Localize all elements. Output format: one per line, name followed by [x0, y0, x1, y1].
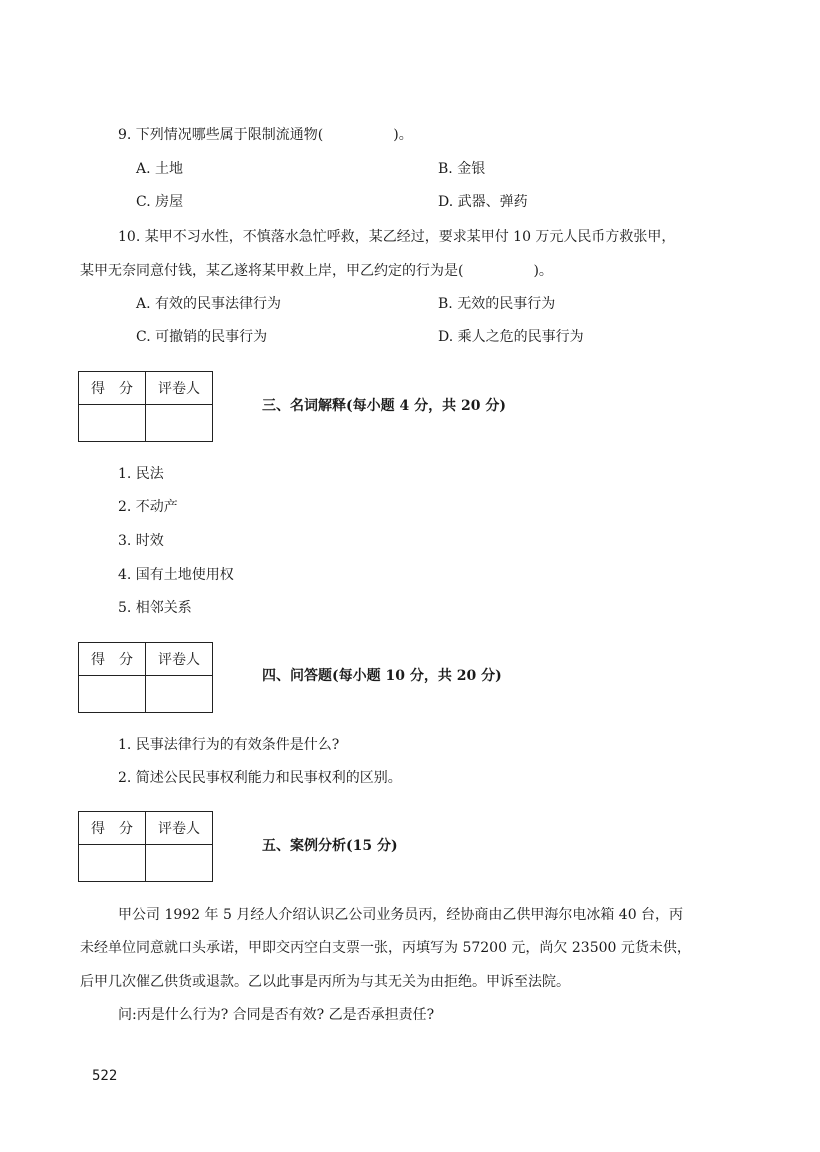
case-paragraph-line3: 后甲几次催乙供货或退款。乙以此事是丙所为与其无关为由拒绝。甲诉至法院。 — [80, 974, 570, 990]
q10-option-b: B. 无效的民事行为 — [438, 296, 556, 312]
q9-option-c: C. 房屋 — [136, 194, 184, 210]
score-label: 得 分 — [79, 643, 146, 676]
case-paragraph-line1: 甲公司 1992 年 5 月经人介绍认识乙公司业务员丙，经协商由乙供甲海尔电冰箱 40 台，丙 — [118, 907, 684, 923]
q9-stem: 9. 下列情况哪些属于限制流通物( )。 — [118, 127, 413, 143]
section4-item: 1. 民事法律行为的有效条件是什么? — [118, 737, 340, 753]
grader-cell[interactable] — [146, 845, 213, 882]
section4-item: 2. 简述公民民事权利能力和民事权利的区别。 — [118, 770, 402, 786]
grader-label: 评卷人 — [146, 372, 213, 405]
case-question: 问:丙是什么行为? 合同是否有效? 乙是否承担责任? — [118, 1007, 435, 1023]
grader-label: 评卷人 — [146, 643, 213, 676]
score-cell[interactable] — [79, 845, 146, 882]
q10-option-a: A. 有效的民事法律行为 — [136, 296, 282, 312]
grader-cell[interactable] — [146, 405, 213, 442]
q9-option-d: D. 武器、弹药 — [438, 194, 528, 210]
score-label: 得 分 — [79, 372, 146, 405]
score-box-section5 — [78, 811, 213, 882]
section3-title: 三、名词解释(每小题 4 分，共 20 分) — [262, 398, 506, 414]
page-number: 522 — [92, 1068, 118, 1084]
score-box-section4 — [78, 642, 213, 713]
section4-title: 四、问答题(每小题 10 分，共 20 分) — [262, 668, 502, 684]
section5-title: 五、案例分析(15 分) — [262, 838, 398, 854]
section3-item: 2. 不动产 — [118, 499, 178, 515]
section3-item: 4. 国有土地使用权 — [118, 567, 234, 583]
score-label: 得 分 — [79, 812, 146, 845]
grader-cell[interactable] — [146, 676, 213, 713]
q10-stem-line2: 某甲无奈同意付钱，某乙遂将某甲救上岸，甲乙约定的行为是( )。 — [80, 263, 553, 279]
score-cell[interactable] — [79, 676, 146, 713]
score-box-section3 — [78, 371, 213, 442]
q10-option-d: D. 乘人之危的民事行为 — [438, 329, 584, 345]
score-cell[interactable] — [79, 405, 146, 442]
section3-item: 5. 相邻关系 — [118, 600, 192, 616]
q9-option-a: A. 土地 — [136, 161, 184, 177]
q9-option-b: B. 金银 — [438, 161, 486, 177]
case-paragraph-line2: 未经单位同意就口头承诺，甲即交丙空白支票一张，丙填写为 57200 元，尚欠 23500 元货未供， — [80, 940, 691, 956]
grader-label: 评卷人 — [146, 812, 213, 845]
section3-item: 1. 民法 — [118, 466, 164, 482]
q10-stem-line1: 10. 某甲不习水性，不慎落水急忙呼救，某乙经过，要求某甲付 10 万元人民币方救张甲， — [118, 229, 676, 245]
section3-item: 3. 时效 — [118, 533, 164, 549]
q10-option-c: C. 可撤销的民事行为 — [136, 329, 268, 345]
